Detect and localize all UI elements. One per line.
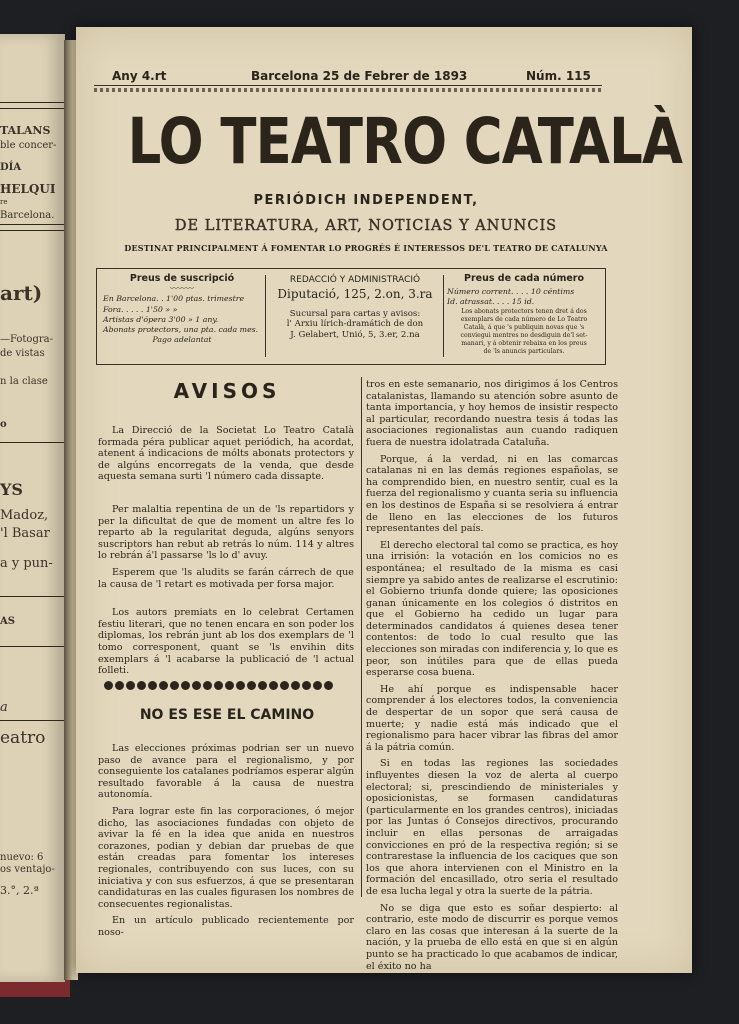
- article-column-1: [98, 743, 354, 944]
- left-text: o: [0, 419, 7, 430]
- newspaper-subtitle-2: DE LITERATURA, ART, NOTICIAS Y ANUNCIS: [174, 218, 558, 234]
- article-paragraph: No se diga que esto es soñar despierto: al contrario, este modo de discurrir es porque vemos claro en las cosas que interesan á la suerte de la nación, y la prueba de ello está en que si en algún punto se ha practicado lo que acabamos de indicar, el éxito no ha: [366, 902, 618, 972]
- admin-info: [269, 275, 441, 340]
- branch-line: J. Gelabert, Unió, 5, 3.er, 2.na: [290, 329, 420, 340]
- left-text: re: [0, 198, 8, 206]
- left-text: YS: [0, 480, 23, 499]
- box-divider: [443, 275, 444, 357]
- box-divider: [265, 275, 266, 357]
- left-text: eatro: [0, 728, 46, 748]
- avisos-paragraph: Los autors premiats en lo celebrat Certamen festiu literari, que no tenen encara en son poder los diplomas, los rebrán junt ab los dos exemplars de 'l tomo corresponent, quant se 'ls envihin dits exemplars á 'l acabarse la publicació de 'l actual folleti.: [98, 607, 354, 677]
- left-text: de vistas: [0, 348, 45, 359]
- left-text: —Fotogra-: [0, 334, 53, 345]
- avisos-paragraph: Per malaltia repentina de un de 'ls repartidors y per la dificultat de que de moment un altre fes lo reparto ab la regularitat deguda, algúns senyors suscriptors han rebut ab retrás lo núm. 114 y altres lo rebrán á'l passarse 'ls lo d' avuy.: [98, 503, 354, 562]
- newspaper-tagline: DESTINAT PRINCIPALMENT Á FOMENTAR LO PROGRÉS É INTERESSOS DE'L TEATRO DE CATALUNYA: [124, 243, 608, 253]
- price-note: Los abonats protectors tenen dret á dos: [461, 307, 587, 315]
- left-rule: [0, 230, 64, 231]
- article-paragraph: Las elecciones próximas podrian ser un nuevo paso de avance para el regionalismo, y por conseguiente los catalanes podríamos esperar algún resultado favorable á la causa de nuestra autonomía.: [98, 743, 354, 801]
- left-text: 3.°, 2.ª: [0, 884, 39, 897]
- subscription-info-box: [96, 268, 606, 365]
- price-note: Català, á que 's publiquin novas que 's: [463, 323, 585, 331]
- left-text: Madoz,: [0, 508, 49, 523]
- price-note: de 'ls anuncis particulars.: [483, 347, 565, 355]
- article-column-2: [366, 379, 618, 977]
- header-rule: [94, 85, 602, 86]
- left-text: 'l Basar: [0, 526, 50, 541]
- subscription-row: Artistas d'ópera 3'00 » 1 any.: [103, 314, 219, 324]
- left-text: ble concer-: [0, 140, 57, 151]
- article-paragraph: Si en todas las regiones las sociedades influyentes diesen la voz de alerta al cuerpo electoral; si, prescindiendo de ministeriales y oposicionistas, se formasen candidaturas (particularmente en los grandes centros), iniciadas por las Juntas ó Consejos directivos, procurando incluir en ellas personas de arraigadas convicciones en pró de la respectiva región; si se contrarestase la influencia de los caciques que son los que ahora intervienen con el Ministro en la formación del encasillado, otro seria el resultado de esa lucha legal y otra la suerte de la pátria.: [366, 758, 618, 897]
- price-note: exemplars de cada número de Lo Teatro: [460, 315, 588, 323]
- prices-title: Preus de cada número: [463, 273, 584, 284]
- issue-date: Barcelona 25 de Febrer de 1893: [251, 69, 468, 83]
- left-rule: [0, 646, 64, 647]
- subscription-prices: [103, 274, 261, 345]
- left-page-fragment: [0, 34, 65, 982]
- subscription-row: Abonats protectors, una pta. cada mes.: [103, 325, 259, 335]
- article-heading: NO ES ESE EL CAMINO: [139, 707, 315, 723]
- admin-address: Diputació, 125, 2.on, 3.ra: [277, 287, 433, 302]
- spacer: [98, 488, 354, 504]
- issue-number: Núm. 115: [526, 69, 591, 83]
- left-rule: [0, 720, 64, 721]
- left-rule: [0, 596, 64, 597]
- left-text: a y pun-: [0, 556, 53, 571]
- price-note: manari, y á obtenir rebaixa en los preus: [461, 339, 587, 347]
- subscription-row: En Barcelona. . 1'00 ptas. trimestre: [103, 294, 245, 304]
- price-row: Número corrent. . . . 10 céntims: [447, 287, 575, 297]
- avisos-section: [98, 425, 354, 682]
- article-paragraph: Para lograr este fin las corporaciones, ó mejor dicho, las asociaciones fundadas con objeto de avivar la fé en la idea que anida en nuestros corazones, podian y debian dar pruebas de que están creadas para fomentar los intereses regionales, contribuyendo con sus luces, con su iniciativa y con sus esfuerzos, á que se presentaran candidaturas en las cuales figurasen los nombres de consecuentes regionalistas.: [98, 805, 354, 910]
- price-row: Id. atrassat. . . . 15 id.: [447, 297, 535, 307]
- left-rule: [0, 442, 64, 443]
- left-text: os ventajo-: [0, 864, 55, 875]
- left-text: AS: [0, 616, 15, 627]
- flourish: 〰〰〰: [170, 284, 194, 294]
- newspaper-title: LO TEATRO CATALÀ: [127, 105, 683, 178]
- article-paragraph: tros en este semanario, nos dirigimos á los Centros catalanistas, llamando su atención sobre asunto de tanta importancia, y hoy hemos de insistir respecto al particular, recordando nuestra tesis á todas las asociaciones regionalistas aun cuando radiquen fuera de nuestra idolatrada Cataluña.: [366, 379, 618, 448]
- left-text: nuevo: 6: [0, 852, 44, 863]
- avisos-paragraph: La Direcció de la Societat Lo Teatro Català formada péra publicar aquet periódich, ha acordat, atenent á indicacions de mólts abonats protectors y de algúns encorregats de la venda, que desde aquesta semana surti 'l número cada dissapte.: [98, 425, 354, 483]
- left-text: Barcelona.: [0, 210, 55, 221]
- left-rule: [0, 224, 64, 225]
- article-paragraph: He ahí porque es indispensable hacer comprender á los electores todos, la conveniencia de despertar de un sopor que será causa de muerte; y nadie está más indicado que el regionalismo para hacer vibrar las fibras del amor á la pátria común.: [366, 683, 618, 753]
- branch-line: l' Arxiu lírich-dramátich de don: [286, 319, 424, 330]
- left-text: art): [0, 281, 43, 305]
- left-text: TALANS: [0, 124, 51, 137]
- article-paragraph: En un artículo publicado recientemente por noso-: [98, 915, 354, 938]
- avisos-heading: AVISOS: [173, 379, 281, 403]
- left-text: DÍA: [0, 162, 22, 173]
- issue-prices: [447, 274, 601, 356]
- avisos-paragraph: Esperem que 'ls aludits se farán cárrech de que la causa de 'l retart es motivada per forsa major.: [98, 566, 354, 590]
- left-text: HELQUI: [0, 182, 56, 196]
- admin-title: REDACCIÓ Y ADMINISTRACIÓ: [289, 275, 421, 285]
- subscription-row: Pago adelantat: [152, 335, 212, 345]
- newspaper-page: [76, 27, 692, 973]
- left-text: a: [0, 700, 8, 715]
- article-paragraph: Porque, á la verdad, ni en las comarcas catalanas ni en las demás regiones españolas, se ha comprendido bien, en nuestro sentir, cual es la fuerza del regionalismo y cuanta seria su influencia en los destinos de España si se resolviera á entrar de lleno en las elecciones de los futuros representantes del país.: [366, 453, 618, 535]
- ornamental-divider: [104, 681, 333, 690]
- issue-year: Any 4.rt: [112, 69, 167, 83]
- header-rule: [94, 88, 602, 92]
- branch-line: Sucursal para cartas y avisos:: [289, 309, 421, 320]
- left-text: n la clase: [0, 376, 48, 387]
- newspaper-subtitle: PERIÓDICH INDEPENDENT,: [253, 193, 479, 208]
- subscription-row: Fora. . . . . 1'50 » »: [103, 304, 178, 314]
- price-note: conviegui mentres no desdiguin de'l set-: [460, 331, 588, 339]
- column-divider: [361, 377, 362, 897]
- left-rule: [0, 102, 64, 103]
- article-paragraph: El derecho electoral tal como se practica, es hoy una irrisión: la votación en los comicios no es espontánea; el resultado de la misma es casi siempre ya sabido antes de realizarse el escrutinio: el Gobierno triunfa donde quiere; las oposiciones ganan únicamente en los colegios ó distritos en que el Gobierno ha cedido un lugar para determinados candidatos á quienes desea tener contentos: de todo lo cual resulto que las elecciones son miradas con indiferencia y, lo que es peor, son inútiles para que de ellas pueda esperarse cosa buena.: [366, 539, 618, 679]
- spacer: [98, 595, 354, 607]
- left-rule: [0, 108, 64, 109]
- subscription-title: Preus de suscripció: [129, 273, 235, 284]
